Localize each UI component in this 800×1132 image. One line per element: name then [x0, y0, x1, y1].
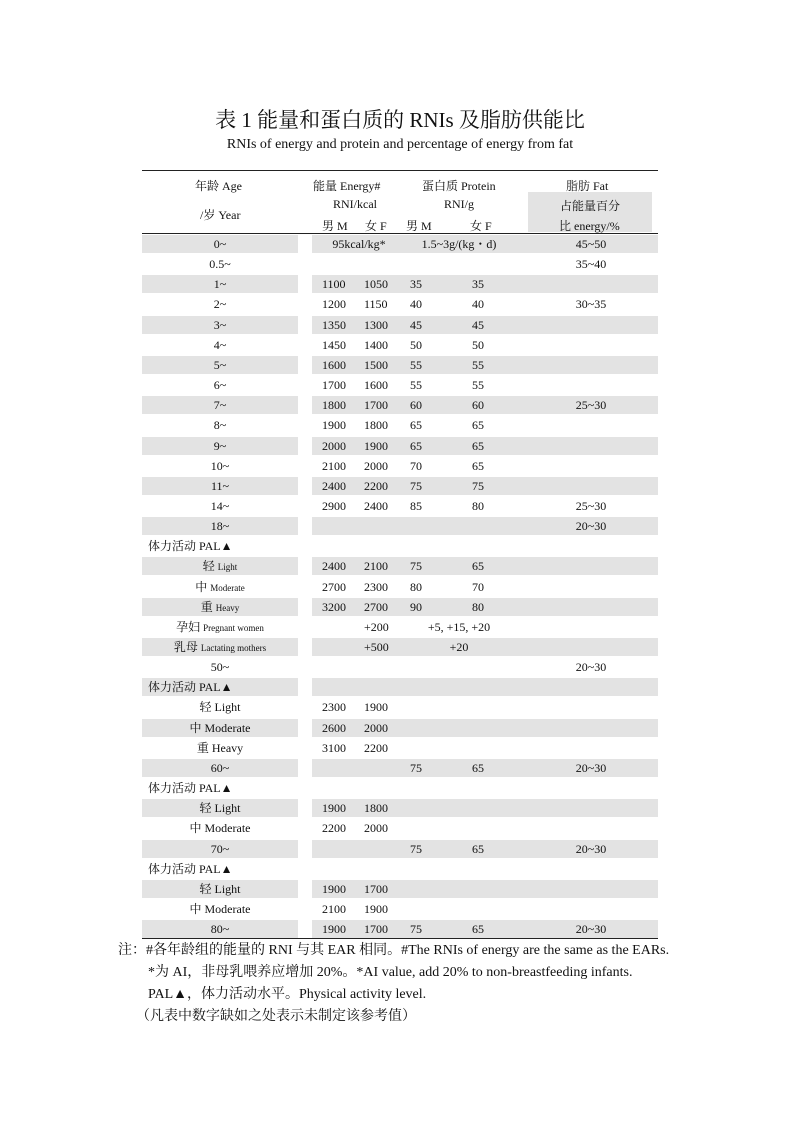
cell-protein-male: 80: [410, 579, 422, 594]
cell-protein-male: 35: [410, 277, 422, 292]
cell-energy-male: 1900: [322, 801, 346, 816]
cell-age-cn: 重: [200, 599, 213, 614]
table-row: [142, 798, 658, 818]
cell-age: 0.5~: [209, 257, 231, 272]
table-row: [142, 758, 658, 778]
cell-age: 10~: [210, 458, 230, 473]
cell-energy-male: 1900: [322, 881, 346, 896]
cell-protein-male: 85: [410, 498, 422, 513]
note-line-4: （凡表中数字缺如之处表示未制定该参考值）: [136, 1009, 416, 1024]
table-row: [142, 516, 658, 536]
cell-age-cn: 中: [195, 579, 208, 594]
cell-fat: 20~30: [575, 841, 607, 856]
bottom-rule: [142, 938, 658, 939]
cell-energy-male: 2900: [322, 498, 346, 513]
cell-age-en: Heavy: [215, 602, 240, 613]
cell-age: 0~: [213, 237, 227, 251]
cell-energy-male: 1700: [322, 378, 346, 393]
cell-age-en: Light: [217, 562, 238, 573]
cell-protein-male: 55: [410, 357, 422, 372]
table-subtitle: RNIs of energy and protein and percentage of energy from fat: [226, 137, 574, 152]
cell-fat: 20~30: [575, 660, 607, 675]
cell-protein-male: 70: [410, 458, 422, 473]
cell-protein: +20: [449, 640, 469, 654]
cell-fat: 35~40: [575, 257, 607, 272]
cell-age: 6~: [213, 378, 227, 393]
cell-age: 8~: [213, 418, 227, 433]
cell-energy-female: 1900: [364, 700, 388, 715]
cell-energy-male: 2400: [322, 559, 346, 574]
cell-age: 2~: [213, 297, 227, 312]
cell-protein-male: 90: [410, 599, 422, 614]
table-row: [142, 375, 658, 395]
cell-protein-male: 75: [410, 841, 422, 856]
cell-age: 中 Moderate: [189, 720, 251, 735]
cell-age: 14~: [210, 498, 230, 513]
cell-protein-female: 65: [472, 760, 484, 775]
row-shade: [312, 678, 658, 696]
cell-energy-female: 1700: [364, 881, 388, 896]
cell-energy-female: +200: [364, 619, 389, 634]
table-row: [142, 839, 658, 859]
table-row: [142, 274, 658, 294]
cell-energy-male: 2700: [322, 579, 346, 594]
cell-age-cn: 乳母: [173, 640, 198, 654]
cell-energy-male: 2400: [322, 478, 346, 493]
cell-fat: 20~30: [575, 922, 607, 937]
table-row: [142, 677, 658, 697]
cell-protein-female: 40: [472, 297, 484, 312]
cell-energy-female: 1800: [364, 801, 388, 816]
cell-energy-female: 1700: [364, 398, 388, 413]
cell-energy-female: 1150: [364, 297, 388, 312]
cell-protein-male: 75: [410, 478, 422, 493]
table-row: [142, 818, 658, 838]
cell-energy: 95kcal/kg*: [332, 237, 386, 251]
cell-protein-male: 75: [410, 760, 422, 775]
cell-energy-male: 2100: [322, 458, 346, 473]
header-age-line1: 年龄 Age: [195, 179, 242, 193]
cell-age: [142, 556, 298, 576]
cell-age: 体力活动 PAL▲: [148, 781, 233, 796]
cell-protein-female: 35: [472, 277, 484, 292]
table-row: [142, 536, 658, 556]
cell-protein-female: 65: [472, 922, 484, 937]
cell-protein-female: 65: [472, 841, 484, 856]
table-row: [142, 395, 658, 415]
cell-protein: 1.5~3g/(kg・d): [421, 237, 497, 251]
cell-fat: 30~35: [575, 297, 607, 312]
cell-age: 50~: [210, 660, 230, 675]
cell-energy-male: 2200: [322, 821, 346, 836]
cell-energy-female: 1300: [364, 317, 388, 332]
table-row: [142, 415, 658, 435]
cell-protein-male: 45: [410, 317, 422, 332]
header-energy-line1: 能量 Energy#: [313, 179, 381, 193]
header-female-energy: 女 F: [365, 219, 387, 233]
table-row: [142, 254, 658, 274]
cell-energy-male: 1450: [322, 337, 346, 352]
cell-protein: +5, +15, +20: [427, 619, 491, 634]
cell-age: 70~: [210, 841, 230, 856]
cell-protein-female: 65: [472, 418, 484, 433]
header-fat-line3: 比 energy/%: [559, 219, 620, 233]
cell-age: 5~: [213, 357, 227, 372]
cell-fat: 25~30: [575, 498, 607, 513]
note-line-1: 注：#各年龄组的能量的 RNI 与其 EAR 相同。#The RNIs of energy are the same as the EARs.: [118, 943, 670, 958]
table-row: [142, 476, 658, 496]
table-row: [142, 456, 658, 476]
table-row: [142, 899, 658, 919]
table-row: [142, 778, 658, 798]
table-notes: [118, 940, 669, 1028]
cell-energy-female: 2200: [364, 740, 388, 755]
table-row: [142, 738, 658, 758]
cell-age: 11~: [210, 478, 230, 493]
cell-age: 体力活动 PAL▲: [148, 539, 233, 554]
header-female-protein: 女 F: [470, 219, 492, 233]
cell-energy-male: 2300: [322, 700, 346, 715]
table-row: [142, 637, 658, 657]
header-age-line2: /岁 Year: [200, 208, 241, 222]
cell-energy-female: 2000: [364, 458, 388, 473]
cell-energy-male: 1800: [322, 398, 346, 413]
header-fat-line1: 脂肪 Fat: [566, 179, 609, 193]
cell-protein-male: 75: [410, 922, 422, 937]
cell-protein-female: 80: [472, 498, 484, 513]
table-row: [142, 496, 658, 516]
cell-age: 4~: [213, 337, 227, 352]
header-male-protein: 男 M: [406, 219, 432, 233]
cell-age: 60~: [210, 760, 230, 775]
cell-fat: 20~30: [575, 519, 607, 534]
cell-energy-female: 2100: [364, 559, 388, 574]
cell-age-en: Lactating mothers: [200, 643, 267, 653]
table-row: [142, 617, 658, 637]
cell-energy-male: 1100: [322, 277, 346, 292]
table-row: [142, 315, 658, 335]
table-row: [142, 355, 658, 375]
cell-protein-female: 70: [472, 579, 484, 594]
cell-age: 80~: [210, 922, 230, 937]
cell-age: 9~: [213, 438, 227, 453]
cell-age: 体力活动 PAL▲: [148, 680, 233, 695]
cell-energy-female: 2300: [364, 579, 388, 594]
cell-energy-male: 1900: [322, 922, 346, 937]
cell-fat: 20~30: [575, 760, 607, 775]
cell-protein-male: 40: [410, 297, 422, 312]
cell-protein-female: 65: [472, 458, 484, 473]
cell-protein-male: 65: [410, 438, 422, 453]
table-row: [142, 294, 658, 314]
cell-energy-female: 1400: [364, 337, 388, 352]
table-row: [142, 597, 658, 617]
cell-protein-female: 75: [472, 478, 484, 493]
header-male-energy: 男 M: [322, 219, 348, 233]
cell-energy-female: 2400: [364, 498, 388, 513]
cell-energy-female: 1800: [364, 418, 388, 433]
cell-energy-female: 1600: [364, 378, 388, 393]
cell-age: [142, 597, 298, 617]
cell-protein-female: 80: [472, 599, 484, 614]
cell-age: 中 Moderate: [189, 901, 251, 916]
cell-energy-female: 1700: [364, 922, 388, 937]
cell-protein-male: 50: [410, 337, 422, 352]
cell-protein-female: 65: [472, 559, 484, 574]
cell-protein-female: 65: [472, 438, 484, 453]
cell-energy-male: 3100: [322, 740, 346, 755]
cell-age: 中 Moderate: [189, 821, 251, 836]
cell-energy-female: 2200: [364, 478, 388, 493]
cell-protein-female: 45: [472, 317, 484, 332]
cell-energy-female: 1900: [364, 438, 388, 453]
cell-protein-female: 55: [472, 357, 484, 372]
cell-age: [142, 637, 298, 657]
header-energy-line2: RNI/kcal: [333, 197, 377, 211]
cell-energy-female: +500: [364, 640, 389, 654]
cell-protein-female: 60: [472, 398, 484, 413]
note-line-3: PAL▲，体力活动水平。Physical activity level.: [148, 987, 427, 1002]
cell-age: [142, 617, 298, 637]
cell-protein-female: 55: [472, 378, 484, 393]
header-protein-line1: 蛋白质 Protein: [422, 179, 496, 193]
cell-age-cn: 孕妇: [176, 619, 201, 634]
cell-age: 重 Heavy: [196, 740, 244, 755]
cell-protein-male: 75: [410, 559, 422, 574]
cell-protein-male: 60: [410, 398, 422, 413]
header-fat-line2: 占能量百分: [560, 199, 621, 213]
cell-energy-female: 1050: [364, 277, 388, 292]
cell-energy-male: 1600: [322, 357, 346, 372]
table-title: 表 1 能量和蛋白质的 RNIs 及脂肪供能比: [215, 108, 585, 132]
cell-energy-male: 2100: [322, 901, 346, 916]
cell-energy-female: 1900: [364, 901, 388, 916]
cell-age: 轻 Light: [199, 881, 241, 896]
cell-protein-male: 55: [410, 378, 422, 393]
table-row: [142, 879, 658, 899]
cell-age: [142, 577, 298, 597]
cell-fat: 25~30: [575, 398, 607, 413]
cell-age: 3~: [213, 317, 227, 332]
top-rule: [142, 170, 658, 171]
table-row: [142, 234, 658, 254]
cell-protein-male: 65: [410, 418, 422, 433]
cell-energy-female: 2700: [364, 599, 388, 614]
table-row: [142, 577, 658, 597]
cell-energy-male: 1200: [322, 297, 346, 312]
cell-energy-female: 2000: [364, 821, 388, 836]
table-row: [142, 697, 658, 717]
table-row: [142, 657, 658, 677]
cell-energy-male: 1900: [322, 418, 346, 433]
header-protein-line2: RNI/g: [444, 197, 474, 211]
table-row: [142, 335, 658, 355]
cell-age-en: Pregnant women: [203, 622, 264, 633]
table-row: [142, 859, 658, 879]
table-row: [142, 436, 658, 456]
table-row: [142, 919, 658, 939]
cell-age: 轻 Light: [199, 700, 241, 715]
cell-age: 18~: [210, 519, 230, 534]
cell-age: 体力活动 PAL▲: [148, 861, 233, 876]
table-row: [142, 556, 658, 576]
cell-fat: 45~50: [575, 237, 607, 251]
cell-energy-female: 1500: [364, 357, 388, 372]
cell-protein-female: 50: [472, 337, 484, 352]
note-line-2: *为 AI，非母乳喂养应增加 20%。*AI value, add 20% to non-breastfeeding infants.: [148, 965, 633, 980]
cell-age-en: Moderate: [210, 582, 245, 593]
table-row: [142, 718, 658, 738]
cell-energy-male: 2000: [322, 438, 346, 453]
cell-age: 7~: [213, 398, 227, 413]
cell-energy-male: 3200: [322, 599, 346, 614]
cell-age: 1~: [213, 277, 227, 292]
cell-age-cn: 轻: [202, 559, 215, 574]
cell-energy-male: 1350: [322, 317, 346, 332]
cell-age: 轻 Light: [199, 801, 241, 816]
cell-energy-male: 2600: [322, 720, 346, 735]
cell-energy-female: 2000: [364, 720, 388, 735]
